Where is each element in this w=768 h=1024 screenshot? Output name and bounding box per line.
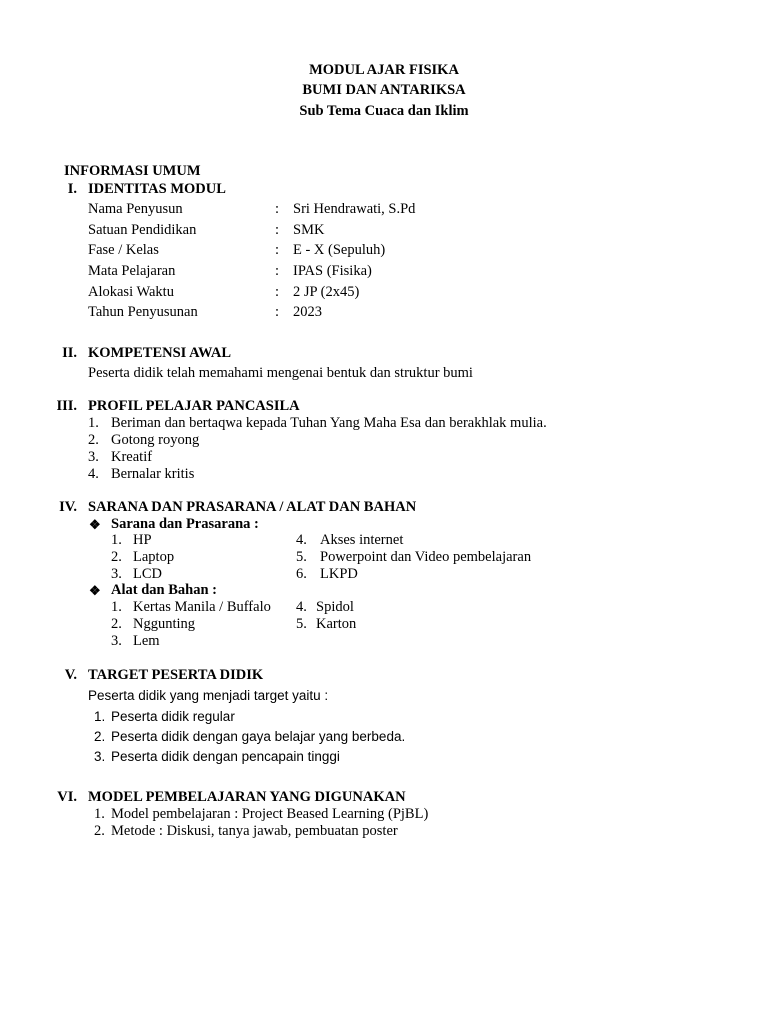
- identity-label-time: Alokasi Waktu: [88, 284, 174, 300]
- list-item: Spidol: [316, 599, 354, 615]
- identity-colon: :: [275, 263, 280, 279]
- list-item-number: 1.: [88, 415, 99, 431]
- list-item-number: 4.: [88, 466, 99, 482]
- section-5-title: TARGET PESERTA DIDIK: [88, 667, 264, 683]
- section-2-text: Peserta didik telah memahami mengenai bentuk dan struktur bumi: [88, 365, 473, 381]
- section-5-intro: Peserta didik yang menjadi target yaitu :: [88, 688, 329, 703]
- section-3-number: III.: [56, 398, 77, 414]
- identity-colon: :: [275, 242, 280, 258]
- subsection-title-materials: Alat dan Bahan :: [111, 582, 217, 598]
- list-item-number: 2.: [94, 729, 106, 744]
- identity-value-name: Sri Hendrawati, S.Pd: [293, 201, 416, 217]
- list-item-number: 4.: [296, 532, 307, 548]
- identity-colon: :: [275, 222, 280, 238]
- list-item-number: 1.: [94, 806, 105, 822]
- list-item: Model pembelajaran : Project Beased Learning (PjBL): [111, 806, 429, 822]
- title-line-2: BUMI DAN ANTARIKSA: [302, 82, 466, 98]
- list-item: Powerpoint dan Video pembelajaran: [320, 549, 532, 565]
- list-item: Peserta didik regular: [111, 709, 235, 724]
- list-item: Akses internet: [320, 532, 404, 548]
- identity-value-year: 2023: [293, 304, 322, 320]
- list-item-number: 2.: [111, 616, 122, 632]
- list-item: Karton: [316, 616, 357, 632]
- list-item: Metode : Diskusi, tanya jawab, pembuatan poster: [111, 823, 398, 839]
- list-item-number: 3.: [111, 633, 122, 649]
- list-item-number: 6.: [296, 566, 307, 582]
- list-item: Lem: [133, 633, 160, 649]
- section-5-number: V.: [64, 667, 77, 683]
- list-item-number: 3.: [88, 449, 99, 465]
- subsection-title-facilities: Sarana dan Prasarana :: [111, 516, 259, 532]
- list-item: Laptop: [133, 549, 175, 565]
- list-item-number: 3.: [111, 566, 122, 582]
- section-2-title: KOMPETENSI AWAL: [88, 345, 232, 361]
- identity-value-subject: IPAS (Fisika): [293, 263, 372, 279]
- identity-label-school: Satuan Pendidikan: [88, 222, 197, 238]
- identity-label-year: Tahun Penyusunan: [88, 304, 198, 320]
- list-item-number: 5.: [296, 549, 307, 565]
- identity-colon: :: [275, 304, 280, 320]
- section-4-title: SARANA DAN PRASARANA / ALAT DAN BAHAN: [88, 499, 417, 515]
- list-item: Peserta didik dengan pencapain tinggi: [111, 749, 340, 764]
- list-item: LKPD: [320, 566, 358, 582]
- list-item: Beriman dan bertaqwa kepada Tuhan Yang Maha Esa dan berakhlak mulia.: [111, 415, 547, 431]
- list-item-number: 1.: [111, 532, 122, 548]
- list-item: Nggunting: [133, 616, 196, 632]
- title-line-3: Sub Tema Cuaca dan Iklim: [299, 103, 469, 119]
- list-item: HP: [133, 532, 152, 548]
- list-item-number: 3.: [94, 749, 106, 764]
- list-item-number: 2.: [111, 549, 122, 565]
- list-item-number: 2.: [88, 432, 99, 448]
- list-item: Kertas Manila / Buffalo: [133, 599, 271, 615]
- diamond-bullet-icon: ❖: [89, 517, 101, 532]
- list-item: LCD: [133, 566, 162, 582]
- section-1-number: I.: [67, 181, 77, 197]
- identity-colon: :: [275, 201, 280, 217]
- section-1-title: IDENTITAS MODUL: [88, 181, 226, 197]
- list-item-number: 2.: [94, 823, 105, 839]
- identity-value-time: 2 JP (2x45): [293, 284, 360, 300]
- section-3-title: PROFIL PELAJAR PANCASILA: [88, 398, 300, 414]
- diamond-bullet-icon: ❖: [89, 583, 101, 598]
- section-6-title: MODEL PEMBELAJARAN YANG DIGUNAKAN: [88, 789, 406, 805]
- identity-value-school: SMK: [293, 222, 325, 238]
- identity-value-phase: E - X (Sepuluh): [293, 242, 386, 258]
- identity-label-phase: Fase / Kelas: [88, 242, 159, 258]
- list-item-number: 1.: [111, 599, 122, 615]
- info-heading: INFORMASI UMUM: [64, 163, 201, 179]
- list-item: Peserta didik dengan gaya belajar yang berbeda.: [111, 729, 406, 744]
- identity-label-subject: Mata Pelajaran: [88, 263, 176, 279]
- section-2-number: II.: [62, 345, 77, 361]
- list-item: Bernalar kritis: [111, 466, 195, 482]
- list-item: Kreatif: [111, 449, 153, 465]
- list-item: Gotong royong: [111, 432, 200, 448]
- list-item-number: 1.: [94, 709, 106, 724]
- list-item-number: 4.: [296, 599, 307, 615]
- identity-label-name: Nama Penyusun: [88, 201, 183, 217]
- title-line-1: MODUL AJAR FISIKA: [309, 62, 459, 78]
- list-item-number: 5.: [296, 616, 307, 632]
- section-4-number: IV.: [59, 499, 77, 515]
- identity-colon: :: [275, 284, 280, 300]
- section-6-number: VI.: [57, 789, 77, 805]
